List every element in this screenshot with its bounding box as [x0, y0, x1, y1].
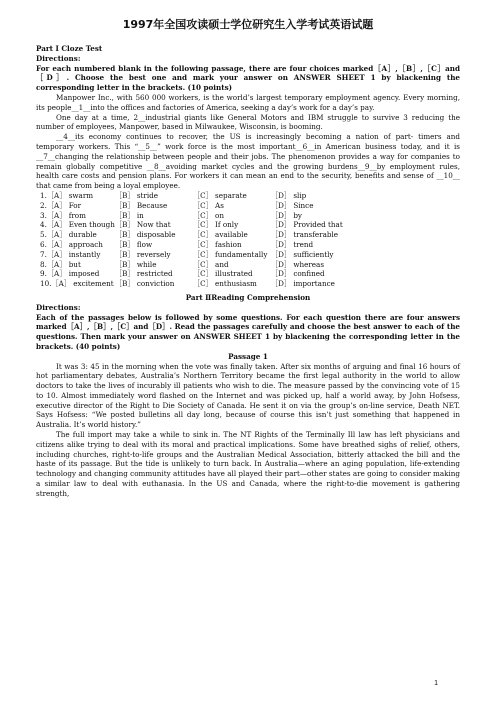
- option-row: [40, 279, 351, 289]
- option-d: ［D］ Provided that: [270, 220, 343, 230]
- option-c: ［C］ If only: [192, 220, 239, 230]
- option-d: ［D］ sufficiently: [270, 249, 334, 259]
- option-a: 1.［A］ swarm: [40, 190, 94, 200]
- option-a: 10.［A］ excitement: [40, 279, 114, 289]
- passage-title: Passage 1: [228, 351, 268, 361]
- option-row: [40, 250, 351, 260]
- cloze-paragraph: Manpower Inc., with 560 000 workers, is the world’s largest temporary employment agency. Every morning, its people__1__into the offices and factories of America, seeking a day’s work for a day’s pay.: [36, 92, 460, 112]
- cloze-paragraph: One day at a time, 2__industrial giants like General Motors and IBM struggle to survive 3 reducing the number of employees, Manpower, based in Milwaukee, Wisconsin, is booming.: [36, 112, 460, 132]
- part1-directions-label: Directions:: [36, 53, 81, 63]
- passage-paragraph: The full import may take a while to sink in. The NT Rights of the Terminally Ill law has left physicians and citizens alike trying to deal with its moral and practical implications. Some have breathed sighs of relief, others, including churches, right-to-life groups and the Australian Medical Association, bitterly attacked the bill and the haste of its passage. But the tide is unlikely to turn back. In Australia—where an aging population, life-extending technology and changing community attitudes have all played their part—other states are going to consider making a similar law to deal with euthanasia. In the US and Canada, where the right-to-die movement is gathering strength,: [36, 430, 460, 498]
- page-title: 1997年全国攻读硕士学位研究生入学考试英语试题: [122, 18, 374, 31]
- option-d: ［D］ whereas: [270, 259, 325, 269]
- option-a: 6.［A］ approach: [40, 239, 103, 249]
- option-d: ［D］ transferable: [270, 230, 339, 240]
- option-b: ［B］ in: [114, 210, 144, 220]
- option-a: 8.［A］ but: [40, 259, 81, 269]
- option-d: ［D］ Since: [270, 200, 314, 210]
- passage-paragraph: It was 3: 45 in the morning when the vote was finally taken. After six months of arguing and final 16 hours of hot parliamentary debates, Australia’s Northern Territory became the first legal authority in the world to allow doctors to take the lives of incurably ill patients who wish to die. The measure passed by the convincing vote of 15 to 10. Almost immediately word flashed on the Internet and was picked up, half a world away, by John Hofsess, executive director of the Right to Die Society of Canada. He sent it on via the group’s on-line service, Death NET. Says Hofsess: “We posted bulletins all day long, because of course this isn’t just something that happened in Australia. It’s world history.”: [36, 361, 460, 430]
- option-d: ［D］ confined: [270, 269, 325, 279]
- page-number: 1: [434, 680, 438, 687]
- option-a: 2.［A］ For: [40, 200, 82, 210]
- option-row: [40, 211, 351, 221]
- option-c: ［C］ As: [192, 200, 224, 210]
- option-row: [40, 260, 351, 270]
- option-d: ［D］ slip: [270, 190, 307, 200]
- option-row: [40, 269, 351, 279]
- part1-directions-text: For each numbered blank in the following passage, there are four choices marked［A］,［B］,［C］and［D］. Choose the best one and mark your answer on ANSWER SHEET 1 by blackening the corresponding letter in the brackets. (10 points): [36, 63, 460, 93]
- option-c: ［C］ available: [192, 230, 248, 240]
- option-c: ［C］ on: [192, 210, 225, 220]
- option-row: [40, 191, 351, 201]
- document-body: [36, 44, 460, 499]
- option-b: ［B］ Now that: [114, 220, 171, 230]
- option-c: ［C］ illustrated: [192, 269, 253, 279]
- option-b: ［B］ reversely: [114, 249, 171, 259]
- option-row: [40, 230, 351, 240]
- cloze-options-table: [40, 191, 351, 289]
- option-c: ［C］ fashion: [192, 239, 242, 249]
- option-b: ［B］ disposable: [114, 230, 176, 240]
- option-d: ［D］ importance: [270, 279, 335, 289]
- option-b: ［B］ stride: [114, 190, 158, 200]
- option-c: ［C］ and: [192, 259, 229, 269]
- option-c: ［C］ separate: [192, 190, 247, 200]
- option-b: ［B］ conviction: [114, 279, 175, 289]
- cloze-paragraph: __4__its economy continues to recover, the US is increasingly becoming a nation of part- timers and temporary workers. This “__5__” work force is the most important__6__in American business today, and it is __7__changing the relationship between people and their jobs. The phenomenon provides a way for companies to remain globally competitive __8__avoiding market cycles and the growing burdens__9__by employment rules, health care costs and pension plans. For workers it can mean an end to the security, benefits and sense of __10__ that came from being a loyal employee.: [36, 132, 460, 191]
- option-row: [40, 240, 351, 250]
- option-c: ［C］ enthusiasm: [192, 279, 257, 289]
- option-b: ［B］ Because: [114, 200, 168, 210]
- part1-heading: Part Ⅰ Cloze Test: [36, 44, 103, 53]
- option-b: ［B］ flow: [114, 239, 153, 249]
- option-d: ［D］ by: [270, 210, 302, 220]
- option-a: 3.［A］ from: [40, 210, 86, 220]
- option-b: ［B］ restricted: [114, 269, 173, 279]
- option-a: 4.［A］ Even though: [40, 220, 115, 230]
- option-b: ［B］ while: [114, 259, 157, 269]
- option-a: 5.［A］ durable: [40, 230, 97, 240]
- option-row: [40, 201, 351, 211]
- part2-heading: Part ⅡReading Comprehension: [185, 292, 311, 302]
- option-a: 9.［A］ imposed: [40, 269, 100, 279]
- part2-directions-label: Directions:: [36, 302, 81, 312]
- option-a: 7.［A］ instantly: [40, 249, 101, 259]
- option-c: ［C］ fundamentally: [192, 249, 268, 259]
- option-row: [40, 220, 351, 230]
- option-d: ［D］ trend: [270, 239, 314, 249]
- part2-directions-text: Each of the passages below is followed by some questions. For each question there are four answers marked［A］,［B］,［C］and［D］. Read the passages carefully and choose the best answer to each of the questions. Then mark your answer on ANSWER SHEET 1 by blackening the corresponding letter in the brackets. (40 points): [36, 312, 460, 351]
